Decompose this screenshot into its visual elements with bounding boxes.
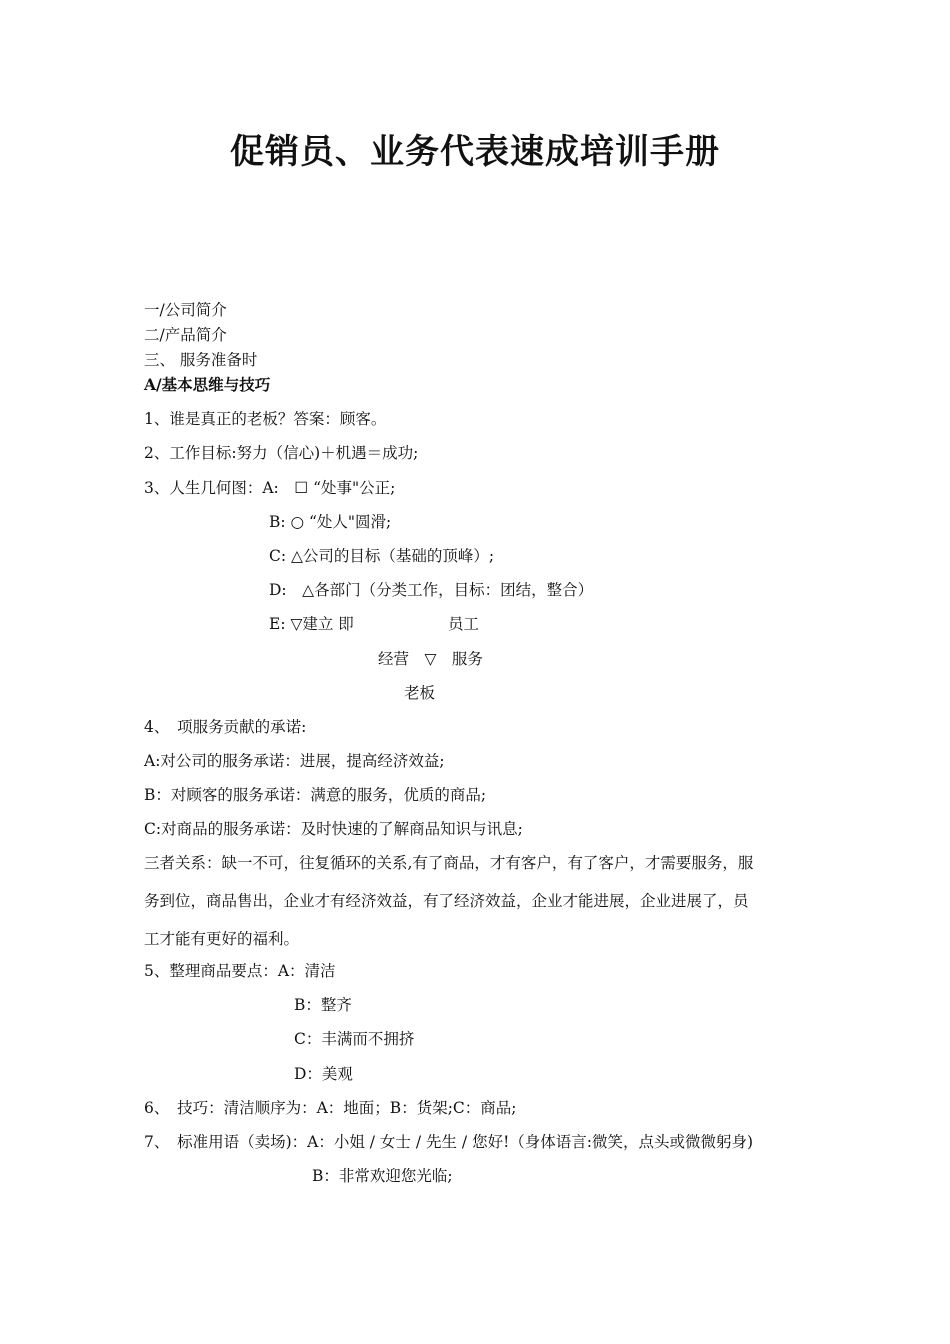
item-4-c: C:对商品的服务承诺：及时快速的了解商品知识与讯息; xyxy=(144,820,523,838)
item-7: 7、 标准用语（卖场)：A：小姐 / 女士 / 先生 / 您好!（身体语言:微笑，点头或微微躬身) xyxy=(144,1133,754,1151)
item-3-e-middle: 经营 ▽ 服务 xyxy=(378,650,483,668)
relation-line-1: 三者关系：缺一不可，往复循环的关系,有了商品，才有客户，有了客户，才需要服务，服 xyxy=(144,854,754,872)
item-7-b: B：非常欢迎您光临; xyxy=(312,1167,453,1185)
document-title: 促销员、业务代表速成培训手册 xyxy=(230,132,720,172)
item-5: 5、整理商品要点：A：清洁 xyxy=(144,962,336,980)
item-5-b: B：整齐 xyxy=(294,996,352,1014)
item-3-e-employee: 员工 xyxy=(448,615,480,633)
item-6: 6、 技巧：清洁顺序为：A：地面；B：货架;C：商品; xyxy=(144,1099,517,1117)
item-3-e: E: ▽建立 即 xyxy=(269,615,354,633)
item-3: 3、人生几何图：A: ☐ “处事"公正; xyxy=(144,479,396,497)
item-3-e-boss: 老板 xyxy=(404,684,436,702)
item-3-b: B: ○ “处人"圆滑; xyxy=(269,513,392,531)
item-4: 4、 项服务贡献的承诺: xyxy=(144,718,307,736)
relation-line-3: 工才能有更好的福利。 xyxy=(144,930,300,948)
toc-item-service-prep: 三、 服务准备时 xyxy=(144,351,258,369)
toc-item-company: 一/公司简介 xyxy=(144,301,227,319)
section-heading: A/基本思维与技巧 xyxy=(144,375,271,394)
item-1: 1、谁是真正的老板？答案：顾客。 xyxy=(144,410,387,428)
item-3-c: C: △公司的目标（基础的顶峰）; xyxy=(269,547,495,565)
item-3-d: D: △各部门（分类工作，目标：团结，整合） xyxy=(269,581,594,599)
item-2: 2、工作目标:努力（信心)＋机遇＝成功; xyxy=(144,444,419,462)
item-4-b: B：对顾客的服务承诺：满意的服务，优质的商品; xyxy=(144,786,487,804)
item-4-a: A:对公司的服务承诺：进展，提高经济效益; xyxy=(144,752,445,770)
toc-item-product: 二/产品简介 xyxy=(144,326,227,344)
item-5-c: C：丰满而不拥挤 xyxy=(294,1030,415,1048)
relation-line-2: 务到位，商品售出，企业才有经济效益，有了经济效益，企业才能进展，企业进展了，员 xyxy=(144,892,749,910)
item-5-d: D：美观 xyxy=(294,1065,353,1083)
